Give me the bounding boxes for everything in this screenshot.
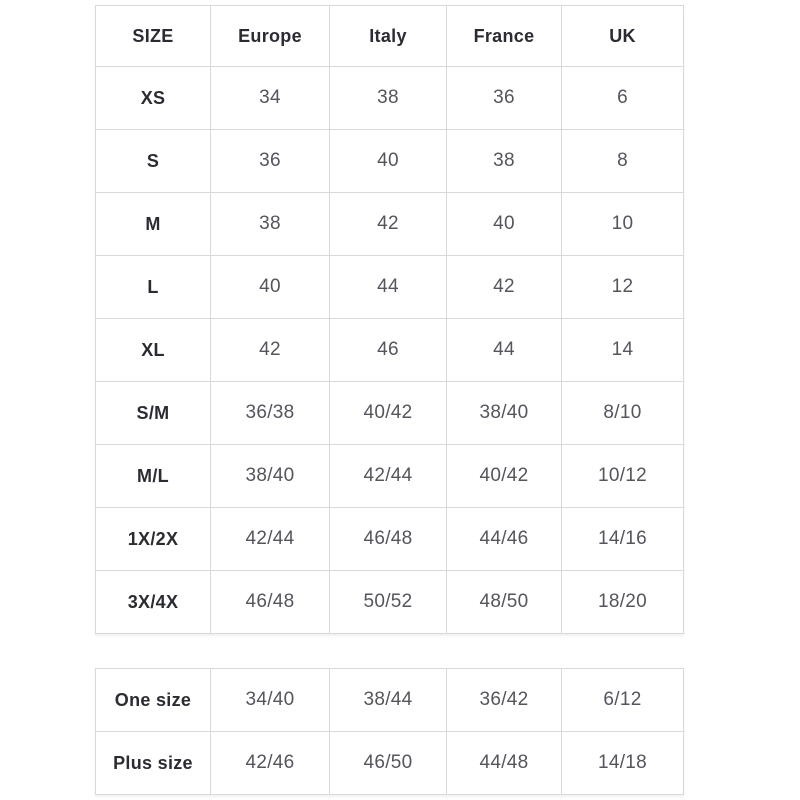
size-chart-page bbox=[95, 5, 683, 795]
special-sizes-table-body bbox=[96, 669, 684, 795]
value-cell: 8 bbox=[562, 130, 684, 193]
value-cell: 38 bbox=[447, 130, 562, 193]
size-label-cell: 3X/4X bbox=[96, 571, 211, 634]
size-table-header bbox=[96, 6, 684, 67]
table-row-m-l bbox=[96, 445, 684, 508]
value-cell: 38/44 bbox=[330, 669, 447, 732]
table-row-one-size bbox=[96, 669, 684, 732]
value-cell: 42/44 bbox=[211, 508, 330, 571]
special-sizes-table bbox=[95, 668, 684, 795]
value-cell: 40 bbox=[330, 130, 447, 193]
value-cell: 44/48 bbox=[447, 732, 562, 795]
value-cell: 38/40 bbox=[447, 382, 562, 445]
value-cell: 42 bbox=[330, 193, 447, 256]
value-cell: 34/40 bbox=[211, 669, 330, 732]
value-cell: 50/52 bbox=[330, 571, 447, 634]
value-cell: 40/42 bbox=[330, 382, 447, 445]
value-cell: 38 bbox=[211, 193, 330, 256]
size-label-cell: S/M bbox=[96, 382, 211, 445]
value-cell: 42 bbox=[211, 319, 330, 382]
value-cell: 10/12 bbox=[562, 445, 684, 508]
table-row-s bbox=[96, 130, 684, 193]
size-table-body bbox=[96, 67, 684, 634]
table-row-xl bbox=[96, 319, 684, 382]
value-cell: 46/50 bbox=[330, 732, 447, 795]
table-row-s-m bbox=[96, 382, 684, 445]
value-cell: 38/40 bbox=[211, 445, 330, 508]
header-cell-europe: Europe bbox=[211, 6, 330, 67]
value-cell: 12 bbox=[562, 256, 684, 319]
value-cell: 18/20 bbox=[562, 571, 684, 634]
value-cell: 44 bbox=[447, 319, 562, 382]
value-cell: 46/48 bbox=[330, 508, 447, 571]
value-cell: 40/42 bbox=[447, 445, 562, 508]
size-label-cell: M bbox=[96, 193, 211, 256]
value-cell: 40 bbox=[447, 193, 562, 256]
value-cell: 44/46 bbox=[447, 508, 562, 571]
size-label-cell: S bbox=[96, 130, 211, 193]
value-cell: 14/18 bbox=[562, 732, 684, 795]
size-label-cell: L bbox=[96, 256, 211, 319]
header-cell-italy: Italy bbox=[330, 6, 447, 67]
table-row-m bbox=[96, 193, 684, 256]
value-cell: 8/10 bbox=[562, 382, 684, 445]
value-cell: 44 bbox=[330, 256, 447, 319]
header-cell-size: SIZE bbox=[96, 6, 211, 67]
size-conversion-table bbox=[95, 5, 684, 634]
table-row-plus-size bbox=[96, 732, 684, 795]
value-cell: 6 bbox=[562, 67, 684, 130]
value-cell: 46/48 bbox=[211, 571, 330, 634]
header-cell-uk: UK bbox=[562, 6, 684, 67]
value-cell: 42 bbox=[447, 256, 562, 319]
size-label-cell: Plus size bbox=[96, 732, 211, 795]
value-cell: 14/16 bbox=[562, 508, 684, 571]
value-cell: 36 bbox=[211, 130, 330, 193]
size-label-cell: M/L bbox=[96, 445, 211, 508]
size-label-cell: 1X/2X bbox=[96, 508, 211, 571]
table-row-3x-4x bbox=[96, 571, 684, 634]
value-cell: 38 bbox=[330, 67, 447, 130]
value-cell: 36/38 bbox=[211, 382, 330, 445]
value-cell: 36/42 bbox=[447, 669, 562, 732]
size-label-cell: XL bbox=[96, 319, 211, 382]
table-row-xs bbox=[96, 67, 684, 130]
table-row-l bbox=[96, 256, 684, 319]
value-cell: 40 bbox=[211, 256, 330, 319]
size-label-cell: One size bbox=[96, 669, 211, 732]
value-cell: 46 bbox=[330, 319, 447, 382]
header-row bbox=[96, 6, 684, 67]
value-cell: 6/12 bbox=[562, 669, 684, 732]
value-cell: 42/46 bbox=[211, 732, 330, 795]
value-cell: 42/44 bbox=[330, 445, 447, 508]
value-cell: 48/50 bbox=[447, 571, 562, 634]
value-cell: 14 bbox=[562, 319, 684, 382]
value-cell: 36 bbox=[447, 67, 562, 130]
size-label-cell: XS bbox=[96, 67, 211, 130]
table-row-1x-2x bbox=[96, 508, 684, 571]
header-cell-france: France bbox=[447, 6, 562, 67]
value-cell: 10 bbox=[562, 193, 684, 256]
value-cell: 34 bbox=[211, 67, 330, 130]
